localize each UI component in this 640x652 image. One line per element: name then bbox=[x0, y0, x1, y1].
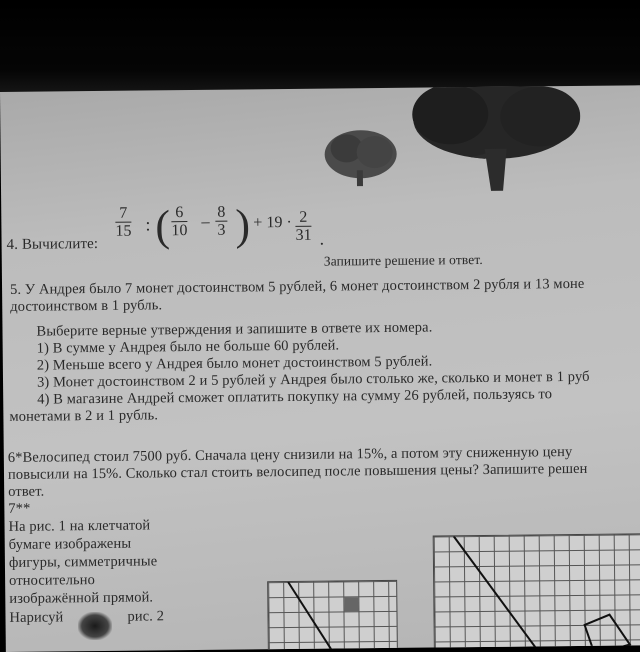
task7-line6: Нарисуй bbox=[9, 609, 64, 626]
fraction-denominator: 10 bbox=[171, 222, 188, 240]
task7-line5: изображённой прямой. bbox=[9, 589, 154, 607]
task7-line4: относительно bbox=[9, 572, 95, 589]
task5-line1: 5. У Андрея было 7 монет достоинством 5 рублей, 6 монет достоинством 2 рубля и 13 моне bbox=[9, 275, 585, 298]
task7-line2: бумаге изображены bbox=[8, 535, 132, 553]
tree-illustration-large bbox=[410, 85, 581, 194]
plus-19-term: + 19 · bbox=[253, 213, 292, 232]
task7-line1: На рис. 1 на клетчатой bbox=[8, 517, 151, 535]
fraction-8-3 bbox=[215, 204, 227, 239]
symmetry-line-2 bbox=[434, 534, 640, 652]
symmetry-line-1 bbox=[268, 581, 397, 652]
fraction-numerator: 6 bbox=[171, 204, 187, 222]
open-parenthesis: ( bbox=[155, 201, 171, 251]
fraction-6-10 bbox=[171, 204, 187, 239]
grid-figure-2 bbox=[433, 533, 640, 652]
worksheet-page bbox=[0, 85, 640, 652]
task5-line2: достоинством в 1 рубль. bbox=[10, 297, 163, 315]
dark-background bbox=[0, 0, 640, 100]
colon-operator: : bbox=[145, 214, 151, 235]
period: . bbox=[319, 228, 325, 249]
task7-line6-end: рис. 2 bbox=[127, 608, 165, 625]
task5-option-2: 2) Меньше всего у Андрея было монет достоинством 5 рублей. bbox=[36, 353, 433, 374]
fraction-denominator: 3 bbox=[217, 221, 226, 239]
tree-illustration-small bbox=[322, 126, 399, 187]
grid-figure-1 bbox=[267, 580, 398, 652]
task7-label: 7** bbox=[8, 500, 31, 517]
task6-line1: 6*Велосипед стоил 7500 руб. Сначала цену снизили на 15%, а потом эту сниженную цену bbox=[7, 444, 573, 466]
task6-line3: ответ. bbox=[8, 483, 45, 500]
task5-option-4: 4) В магазине Андрей сможет оплатить покупку на сумму 26 рублей, пользуясь то bbox=[37, 386, 553, 408]
task5-option-1: 1) В сумме у Андрея было не больше 60 рублей. bbox=[36, 337, 340, 357]
task7-line3: фигуры, симметричные bbox=[8, 553, 158, 571]
fraction-numerator: 8 bbox=[215, 204, 227, 222]
finger-shadow bbox=[78, 612, 112, 640]
fraction-2-31 bbox=[295, 209, 311, 244]
task5-option-4-cont: монетами в 2 и 1 рубль. bbox=[9, 407, 159, 425]
close-parenthesis: ) bbox=[235, 200, 251, 250]
fraction-7-15 bbox=[115, 205, 131, 240]
minus-operator: − bbox=[200, 212, 211, 233]
fraction-denominator: 31 bbox=[295, 226, 312, 244]
task5-option-3: 3) Монет достоинством 2 и 5 рублей у Андрея было столько же, сколько и монет в 1 руб bbox=[36, 368, 590, 391]
task4-label: 4. Вычислите: bbox=[6, 235, 99, 253]
task5-instruction: Выберите верные утверждения и запишите в ответе их номера. bbox=[36, 319, 433, 340]
fraction-numerator: 7 bbox=[115, 205, 131, 223]
task4-instruction: Запишите решение и ответ. bbox=[323, 251, 483, 269]
task6-line2: повысили на 15%. Сколько стал стоить велосипед после повышения цены? Запишите решен bbox=[7, 460, 588, 483]
fraction-denominator: 15 bbox=[115, 222, 132, 240]
fraction-numerator: 2 bbox=[295, 209, 311, 227]
